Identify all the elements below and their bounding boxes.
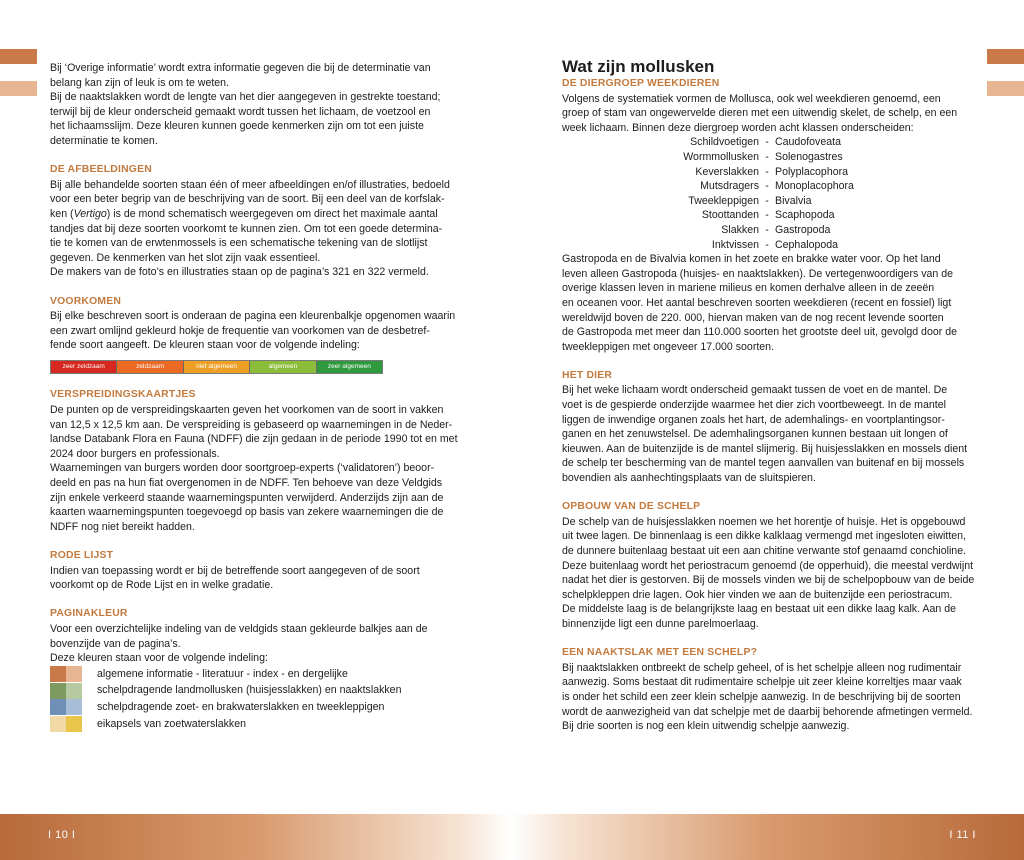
text-line: tie te komen van de erwtenmossels is een schematische tekening van de slotlijst <box>50 237 428 250</box>
section-verspreidingskaartjes <box>50 388 470 534</box>
class-dutch-name: Mutsdragers <box>700 180 759 193</box>
text-line <box>50 207 470 222</box>
right-column <box>562 57 982 734</box>
class-dutch-name: Stoottanden <box>701 209 759 222</box>
text-line: aanwezig. Soms bestaat dit rudimentaire schelpje uit zeer kleine korreltjes maar vaak <box>562 676 962 689</box>
class-dash: - <box>765 136 769 149</box>
freq-cell-algemeen: algemeen <box>250 361 316 373</box>
text-line: wordt de aanwezigheid van dat schelpje met de daarbij behorende afmetingen vermeld. <box>562 705 973 718</box>
page-color-tab-dark <box>0 49 37 64</box>
text-span: ) is de mond schematisch weergegeven om direct het maximale aantal <box>106 207 438 220</box>
section-heading: DE DIERGROEP WEEKDIEREN <box>562 78 720 89</box>
class-dutch-name: Schildvoetigen <box>690 136 759 149</box>
freq-cell-zeldzaam: zeldzaam <box>117 361 183 373</box>
class-row <box>562 150 982 165</box>
text-line: voet is de gespierde onderzijde waarmee het dier zich voortbeweegt. In de mantel <box>562 399 946 412</box>
text-line: Deze buitenlaag wordt het periostracum genoemd (de opperhuid), die meestal verdwijnt <box>562 559 974 572</box>
text-line: uit twee lagen. De binnenlaag is een dikke kalklaag vermengd met ingesloten eiwitten, <box>562 530 966 543</box>
text-line: De middelste laag is de belangrijkste laag en bestaat uit een dikke laag kalk. Aan de <box>562 603 956 616</box>
freq-cell-niet-algemeen: niet algemeen <box>184 361 250 373</box>
text-line: Voor een overzichtelijke indeling van de veldgids staan gekleurde balkjes aan de <box>50 622 428 635</box>
freq-cell-zeer-algemeen: zeer algemeen <box>317 361 382 373</box>
text-line: De makers van de foto’s en illustraties staan op de pagina’s 321 en 322 vermeld. <box>50 266 429 279</box>
class-latin-name: Scaphopoda <box>775 209 835 222</box>
legend-swatch-light <box>66 716 82 732</box>
legend-swatch-light <box>66 683 82 699</box>
section-heading: PAGINAKLEUR <box>50 608 128 620</box>
class-dutch-name: Wormmollusken <box>683 150 759 163</box>
text-line: de dunnere buitenlaag bestaat uit een aan chitine verwante stof genaamd conchioline. <box>562 545 967 557</box>
section-heading: RODE LIJST <box>50 550 114 561</box>
class-row <box>562 179 982 194</box>
class-latin-name: Solenogastres <box>775 150 843 163</box>
legend-row <box>50 716 470 733</box>
class-row <box>562 165 982 180</box>
page-color-legend <box>50 666 470 732</box>
class-row <box>562 238 982 253</box>
section-opbouw-schelp <box>562 500 982 631</box>
text-line: Bij elke beschreven soort is onderaan de pagina een kleurenbalkje opgenomen waarin <box>50 310 456 323</box>
text-line: van 12,5 x 12,5 km aan. De verspreiding is gebaseerd op waarnemingen in de Neder- <box>50 418 453 431</box>
text-line: tandjes dat bij deze soorten voorkomt te kunnen zien. Om tot een goede determina- <box>50 222 443 235</box>
class-latin-name: Gastropoda <box>775 223 831 236</box>
legend-label: schelpdragende zoet- en brakwaterslakken en tweekleppigen <box>97 700 385 713</box>
text-line: en oceanen voor. Het aantal beschreven soorten weekdieren (recent en fossiel) ligt <box>562 296 952 309</box>
left-column <box>50 61 470 732</box>
legend-label: eikapsels van zoetwaterslakken <box>97 717 246 730</box>
section-naaktslak <box>562 646 982 734</box>
text-line: fende soort aangeeft. De kleuren staan voor de volgende indeling: <box>50 339 360 352</box>
legend-row <box>50 666 470 683</box>
class-dash: - <box>765 209 769 222</box>
text-line: Volgens de systematiek vormen de Mollusca, ook wel weekdieren genoemd, een <box>562 92 941 105</box>
text-line: Bij ‘Overige informatie’ wordt extra informatie gegeven die bij de determinatie van <box>50 62 431 74</box>
class-dash: - <box>765 194 769 207</box>
text-line: is onder het schild een zeer klein schelpje aanwezig. In de beschrijving bij de soorten <box>562 690 961 703</box>
text-line: voorkomt op de Rode Lijst en in welke gradatie. <box>50 579 274 592</box>
intro-paragraph <box>50 61 470 149</box>
section-voorkomen <box>50 295 470 374</box>
freq-cell-zeer-zeldzaam: zeer zeldzaam <box>51 361 117 373</box>
page-number-right: I 11 I <box>949 829 976 841</box>
text-line: 2024 door burgers en professionals. <box>50 447 220 460</box>
class-list <box>562 135 982 252</box>
legend-swatch-dark <box>50 683 66 699</box>
section-heading: VOORKOMEN <box>50 295 122 307</box>
page-color-tab-dark <box>987 49 1024 64</box>
text-line: nadat het dier is gestorven. Bij de mossels vinden we bij de schelpopbouw van de beide <box>562 574 975 587</box>
class-dash: - <box>765 165 769 178</box>
text-line: Bij alle behandelde soorten staan één of meer afbeeldingen en/of illustraties, bedoeld <box>50 178 450 191</box>
text-line: Bij het weke lichaam wordt onderscheid gemaakt tussen de voet en de mantel. De <box>562 384 948 397</box>
section-paginakleur <box>50 607 470 732</box>
class-latin-name: Polyplacophora <box>775 165 849 178</box>
legend-swatch-dark <box>50 699 66 715</box>
text-line: ganen en het zenuwstelsel. De ademhalingsorganen kunnen bestaan uit longen of <box>562 428 948 441</box>
legend-swatch-dark <box>50 716 66 732</box>
text-line: Waarnemingen van burgers worden door soortgroep-experts (‘validatoren’) beoor- <box>50 462 435 475</box>
text-line: determinatie te komen. <box>50 134 158 147</box>
class-dash: - <box>765 150 769 163</box>
class-latin-name: Caudofoveata <box>775 136 841 149</box>
class-dutch-name: Inktvissen <box>711 238 759 251</box>
text-line: een zwart omlijnd gekleurd hokje de frequentie van voorkomen van de desbetref- <box>50 324 430 337</box>
text-line: het lichaamsslijm. Deze kleuren kunnen goede kenmerken zijn om tot een juiste <box>50 120 424 133</box>
section-diergroep <box>562 77 982 354</box>
page-color-tab-light <box>0 81 37 96</box>
text-line: Gastropoda en de Bivalvia komen in het zoete en brakke water voor. Op het land <box>562 253 941 266</box>
class-latin-name: Cephalopoda <box>775 238 839 251</box>
section-heading: HET DIER <box>562 369 613 381</box>
text-line: landse Databank Flora en Fauna (NDFF) die zijn gedaan in de periode 1990 tot en met <box>50 433 458 446</box>
class-latin-name: Bivalvia <box>775 194 812 207</box>
text-line: bovenzijde van de pagina’s. <box>50 637 181 650</box>
text-line: De punten op de verspreidingskaarten geven het voorkomen van de soort in vakken <box>50 404 444 417</box>
text-line: overige klassen leven in mariene milieus en komen derhalve alleen in de zeeën <box>562 282 935 295</box>
class-dash: - <box>765 180 769 193</box>
text-line: gegeven. De kenmerken van het slot zijn vaak essentieel. <box>50 251 321 264</box>
text-line: NDFF nog niet bereikt hadden. <box>50 520 195 533</box>
section-rode-lijst <box>50 549 470 593</box>
class-row <box>562 135 982 150</box>
text-line: zijn enkele verkeerd staande waarnemingspunten verwijderd. Anderzijds zijn aan de <box>50 491 444 504</box>
text-line: kaarten waarnemingspunten toegevoegd op basis van zekere waarnemingen die de <box>50 506 444 519</box>
class-dutch-name: Tweekleppigen <box>688 194 759 207</box>
text-line: Bij naaktslakken ontbreekt de schelp geheel, of is het schelpje alleen nog rudimentair <box>562 661 962 674</box>
text-line: tweekleppigen met ongeveer 17.000 soorten. <box>562 340 775 353</box>
genus-name: Vertigo <box>73 207 107 220</box>
legend-label: algemene informatie - literatuur - index - en dergelijke <box>97 667 348 680</box>
section-heading: EEN NAAKTSLAK MET EEN SCHELP? <box>562 647 758 659</box>
section-heading: DE AFBEELDINGEN <box>50 164 152 176</box>
page-title: Wat zijn mollusken <box>562 57 715 76</box>
text-line: wereldwijd boven de 220. 000, hiervan maken van de nog recent levende soorten <box>562 311 944 324</box>
text-line: leven alleen Gastropoda (huisjes- en naaktslakken). De vertegenwoordigers van de <box>562 267 954 280</box>
text-line: liggen de inwendige organen zoals het hart, de ademhalings- en voortplantingsor- <box>562 413 945 426</box>
section-heading: OPBOUW VAN DE SCHELP <box>562 501 701 513</box>
text-line: week lichaam. Binnen deze diergroep worden acht klassen onderscheiden: <box>562 121 914 134</box>
text-line: bovendien als aanhechtingsplaats van de sluitspieren. <box>562 472 816 485</box>
page-color-tab-light <box>987 81 1024 96</box>
legend-swatch-dark <box>50 666 66 682</box>
text-line: binnenzijde ligt een dunne parelmoerlaag. <box>562 617 759 630</box>
text-line: kieuwen. Aan de buitenzijde is de mantel slijmerig. Bij huisjesslakken en mossels dient <box>562 442 968 455</box>
text-line: De schelp van de huisjesslakken noemen we het horentje of huisje. Het is opgebouwd <box>562 515 966 528</box>
legend-row <box>50 682 470 699</box>
right-page <box>512 0 1024 860</box>
class-row <box>562 223 982 238</box>
frequency-color-bar <box>50 360 383 374</box>
legend-label: schelpdragende landmollusken (huisjesslakken) en naaktslakken <box>97 684 402 697</box>
text-line: deeld en pas na hun fiat overgenomen in de NDFF. Ten behoeve van deze Veldgids <box>50 477 443 490</box>
class-dash: - <box>765 223 769 236</box>
legend-swatch-light <box>66 699 82 715</box>
class-latin-name: Monoplacophora <box>775 180 854 193</box>
class-dash: - <box>765 238 769 251</box>
class-row <box>562 208 982 223</box>
text-line: groep of stam van ongewervelde dieren met een uitwendig skelet, de schelp, en een <box>562 107 958 120</box>
page-number-left: I 10 I <box>48 829 76 841</box>
section-afbeeldingen <box>50 163 470 280</box>
legend-swatch-light <box>66 666 82 682</box>
text-line: schelpkleppen drie lagen. Ook hier vinden we aan de buitenzijde een periostracum. <box>562 588 953 601</box>
text-line: Bij drie soorten is nog een klein uitwendig schelpje aanwezig. <box>562 720 850 733</box>
text-line: belang kan zijn of leuk is om te weten. <box>50 76 230 89</box>
text-line: voor een beter begrip van de beschrijving van de soort. Bij een deel van de korfslak- <box>50 193 445 206</box>
section-het-dier <box>562 369 982 486</box>
text-line: terwijl bij de kleur onderscheid gemaakt wordt tussen het lichaam, de voetzool en <box>50 105 431 118</box>
class-dutch-name: Keverslakken <box>695 165 759 178</box>
text-line: Indien van toepassing wordt er bij de betreffende soort aangegeven of de soort <box>50 564 420 577</box>
text-line: Deze kleuren staan voor de volgende indeling: <box>50 652 268 665</box>
legend-row <box>50 699 470 716</box>
text-line: de Gastropoda met meer dan 110.000 soorten het grootste deel uit, gevolgd door de <box>562 326 957 339</box>
text-line: de schelp ter bescherming van de mantel tegen aanvallen van buitenaf en bij mossels <box>562 457 965 470</box>
class-row <box>562 194 982 209</box>
text-line: Bij de naaktslakken wordt de lengte van het dier aangegeven in gestrekte toestand; <box>50 91 441 104</box>
section-heading: VERSPREIDINGSKAARTJES <box>50 389 196 401</box>
text-span: ken ( <box>50 207 74 220</box>
class-dutch-name: Slakken <box>721 223 759 236</box>
